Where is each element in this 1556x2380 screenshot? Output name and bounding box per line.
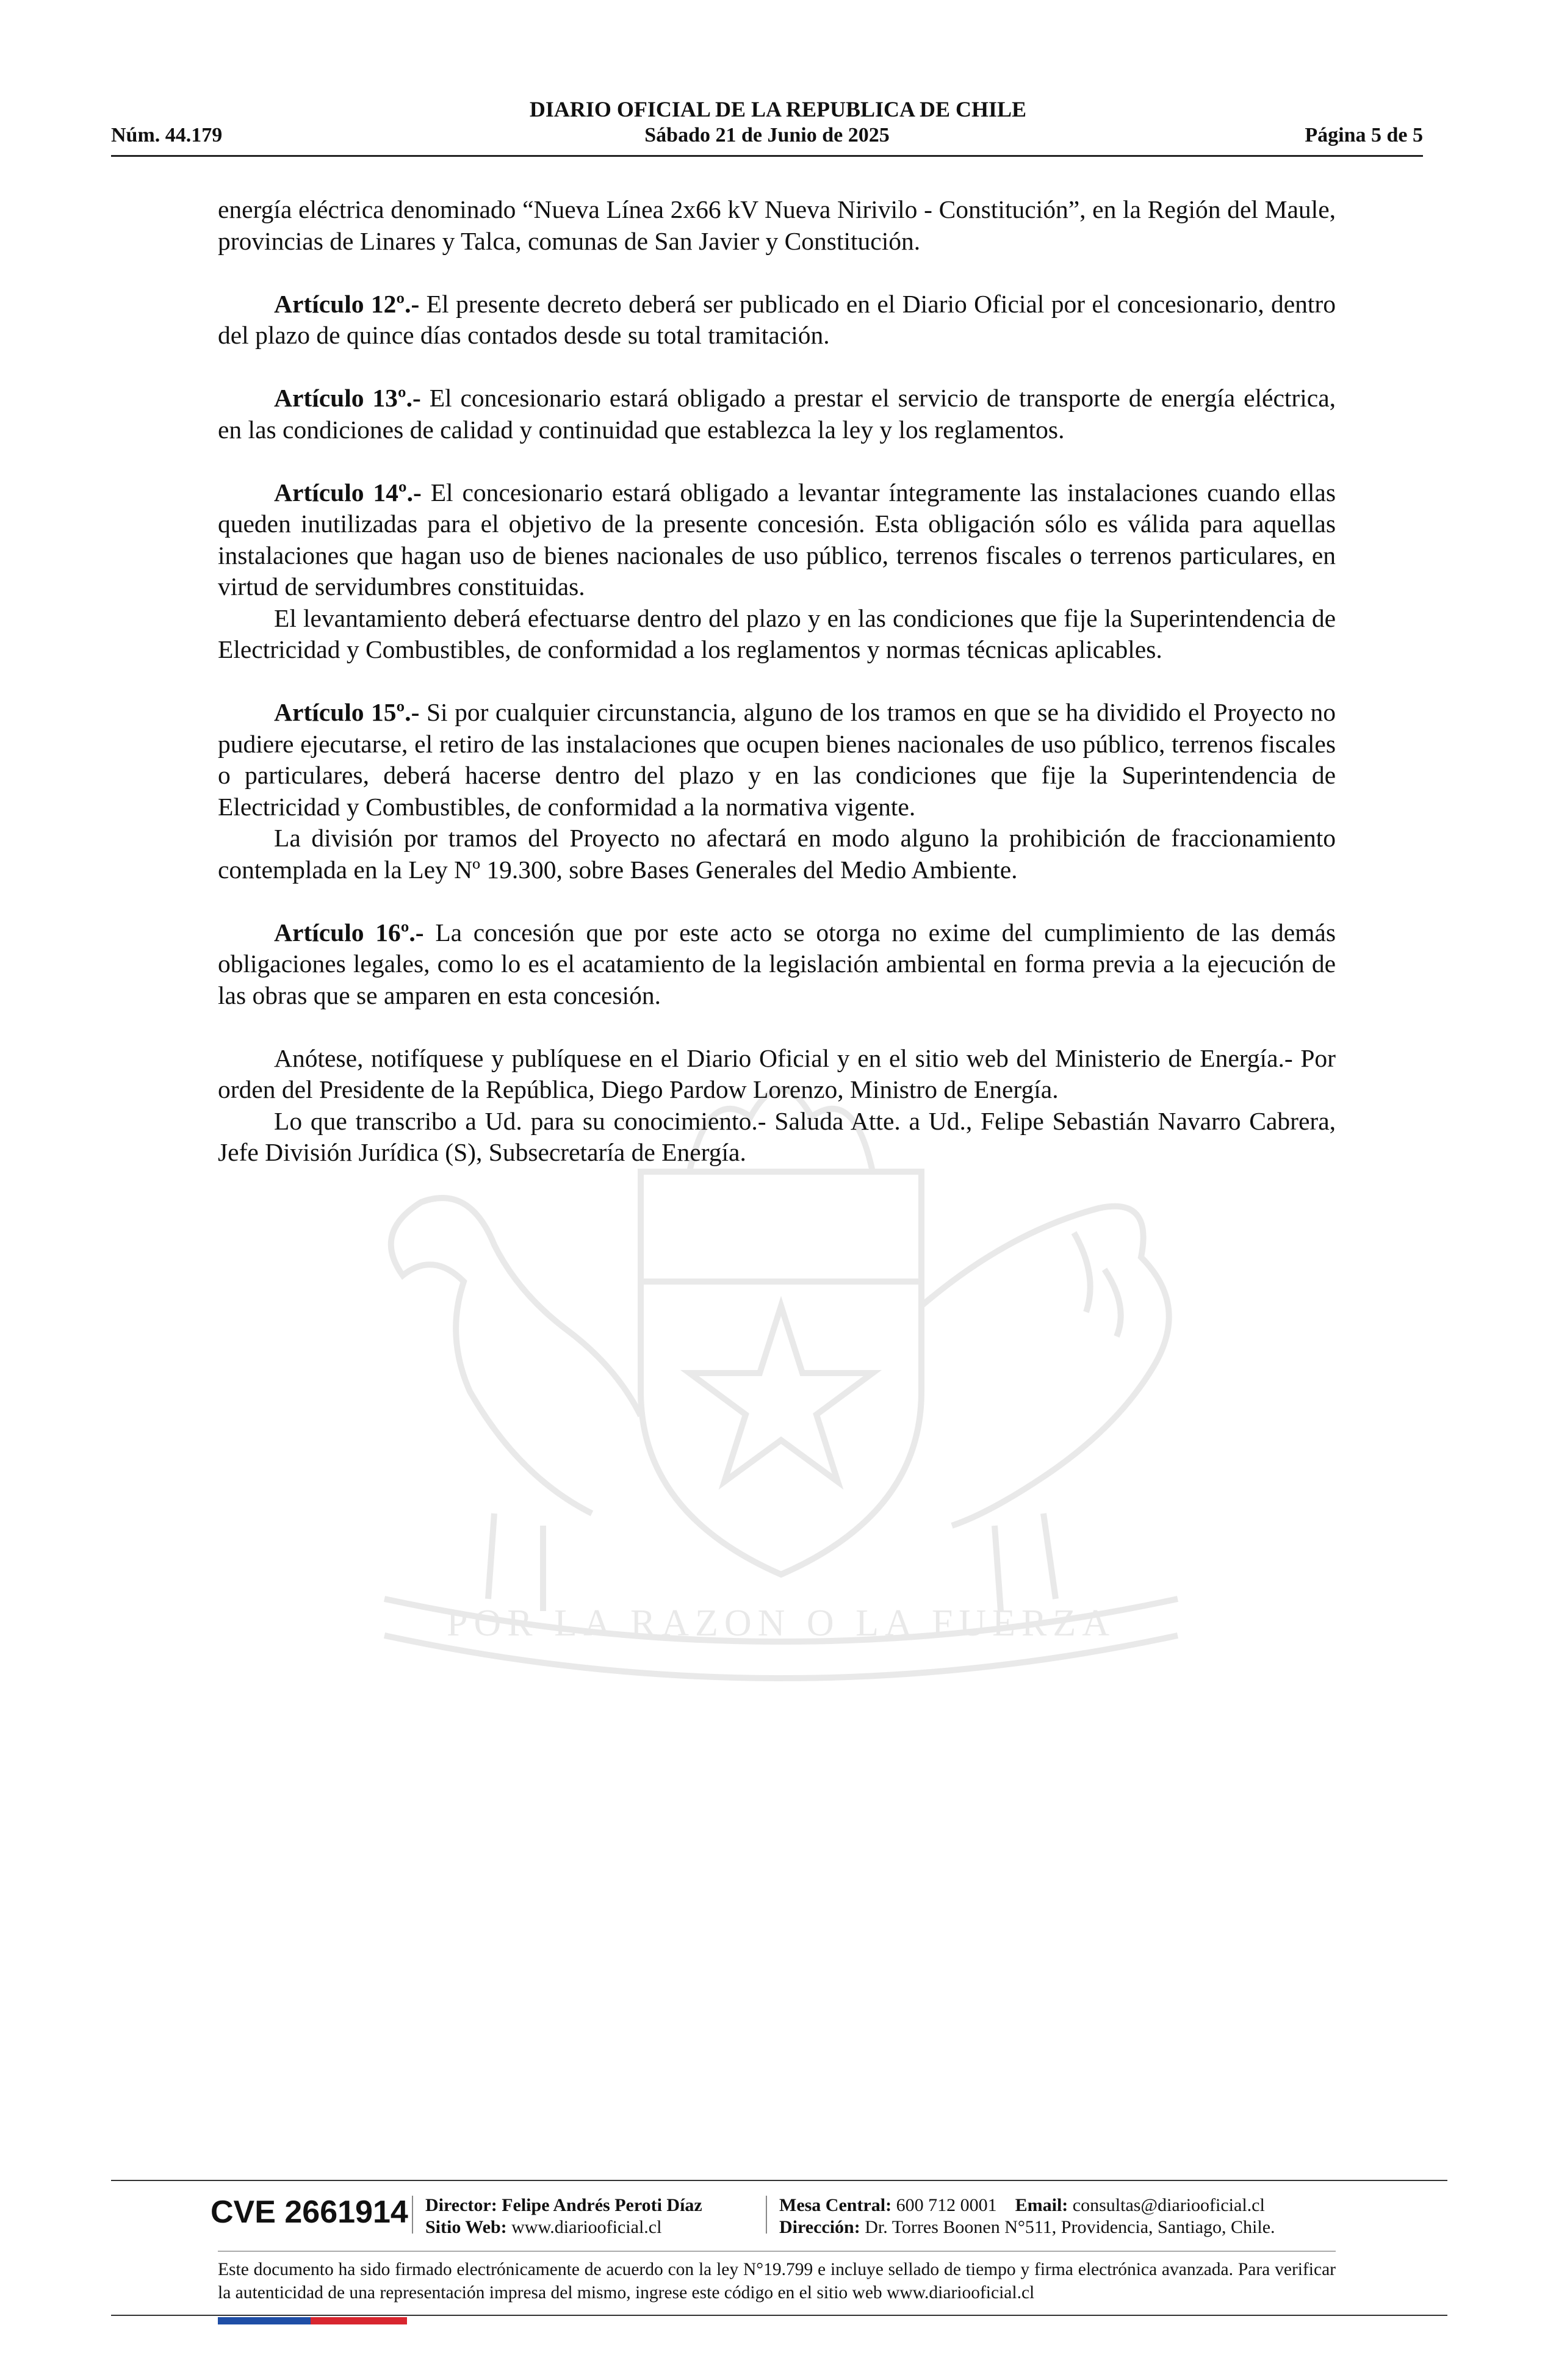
- article-15: [218, 697, 1336, 823]
- flag-stripe-blue: [218, 2317, 311, 2324]
- address-label: Dirección:: [779, 2217, 860, 2237]
- article-heading: Artículo 12º.-: [274, 289, 420, 318]
- article-text: El presente decreto deberá ser publicado en el Diario Oficial por el concesionario, dentro del plazo de quince días contados desde su total tramitación.: [218, 289, 1336, 349]
- signature-paragraph: Lo que transcribo a Ud. para su conocimiento.- Saluda Atte. a Ud., Felipe Sebastián Navarro Cabrera, Jefe División Jurídica (S), Subsecretaría de Energía.: [218, 1106, 1336, 1166]
- footer-separator: [412, 2196, 413, 2234]
- article-text: La concesión que por este acto se otorga no exime del cumplimiento de las demás obligaciones legales, como lo es el acatamiento de la legislación ambiental en forma previa a la ejecución de las obras que se amparen en esta concesión.: [218, 918, 1336, 1009]
- footer-top-divider: [111, 2180, 1447, 2181]
- article-heading: Artículo 13º.-: [274, 384, 421, 412]
- article-15-continuation: La división por tramos del Proyecto no afectará en modo alguno la prohibición de fraccionamiento contemplada en la Ley Nº 19.300, sobre Bases Generales del Medio Ambiente.: [218, 824, 1336, 884]
- article-heading: Artículo 15º.-: [274, 698, 420, 726]
- mesa-phone: 600 712 0001: [896, 2195, 997, 2215]
- article-14: [218, 477, 1336, 603]
- signature-note: Este documento ha sido firmado electrónicamente de acuerdo con la ley N°19.799 e incluye sellado de tiempo y firma electrónica avanzada. Para verificar la autenticidad de una representación impresa del mismo, ingrese este código en el sitio web www.diariooficial.cl: [218, 2260, 1336, 2302]
- document-body: [218, 194, 1336, 1169]
- newspaper-title: DIARIO OFICIAL DE LA REPUBLICA DE CHILE: [529, 97, 1027, 121]
- huemul-figure: [391, 1198, 641, 1513]
- footer-separator: [766, 2196, 767, 2234]
- condor-figure: [921, 1206, 1169, 1526]
- footer-mid-divider: [218, 2251, 1336, 2252]
- issue-number: Núm. 44.179: [111, 124, 223, 146]
- footer-director-block: [425, 2194, 702, 2238]
- flag-stripe-red: [311, 2317, 407, 2324]
- intro-paragraph: energía eléctrica denominado “Nueva Línea 2x66 kV Nueva Nirivilo - Constitución”, en la Región del Maule, provincias de Linares y Talca, comunas de San Javier y Constitución.: [218, 195, 1336, 255]
- footer-contact-block: [779, 2194, 1275, 2238]
- article-13: [218, 383, 1336, 445]
- closing-paragraph: Anótese, notifíquese y publíquese en el Diario Oficial y en el sitio web del Ministerio de Energía.- Por orden del Presidente de la República, Diego Pardow Lorenzo, Ministro de Energía.: [218, 1044, 1336, 1103]
- star-shape: [690, 1306, 873, 1482]
- issue-date: Sábado 21 de Junio de 2025: [644, 124, 890, 146]
- site-link[interactable]: www.diariooficial.cl: [511, 2217, 662, 2237]
- article-16: [218, 917, 1336, 1012]
- email-link[interactable]: consultas@diariooficial.cl: [1072, 2195, 1265, 2215]
- header-divider: [111, 155, 1423, 157]
- email-label: Email:: [1015, 2195, 1068, 2215]
- article-14-continuation: El levantamiento deberá efectuarse dentro del plazo y en las condiciones que fije la Superintendencia de Electricidad y Combustibles, de conformidad a los reglamentos y normas técnicas aplicables.: [218, 604, 1336, 663]
- director-label: Director: Felipe Andrés Peroti Díaz: [425, 2195, 702, 2215]
- mesa-label: Mesa Central:: [779, 2195, 892, 2215]
- motto-text: POR LA RAZON O LA FUERZA: [446, 1603, 1116, 1644]
- page-indicator: Página 5 de 5: [1305, 124, 1423, 146]
- article-heading: Artículo 16º.-: [274, 918, 424, 947]
- shield-shape: [641, 1172, 921, 1574]
- article-heading: Artículo 14º.-: [274, 478, 422, 507]
- article-text: El concesionario estará obligado a levantar íntegramente las instalaciones cuando ellas queden inutilizadas para el objetivo de la presente concesión. Esta obligación sólo es válida para aquellas instalaciones que hagan uso de bienes nacionales de uso público, terrenos fiscales o terrenos particulares, en virtud de servidumbres constituidas.: [218, 478, 1336, 600]
- article-12: [218, 289, 1336, 352]
- article-text: Si por cualquier circunstancia, alguno de los tramos en que se ha dividido el Proyecto no pudiere ejecutarse, el retiro de las instalaciones que ocupen bienes nacionales de uso público, terrenos fiscales o particulares, deberá hacerse dentro del plazo y en las condiciones que fije la Superintendencia de Electricidad y Combustibles, de conformidad a la normativa vigente.: [218, 698, 1336, 821]
- article-text: El concesionario estará obligado a prestar el servicio de transporte de energía eléctrica, en las condiciones de calidad y continuidad que establezca la ley y los reglamentos.: [218, 384, 1336, 444]
- cve-code: CVE 2661914: [211, 2194, 408, 2230]
- site-label: Sitio Web:: [425, 2217, 507, 2237]
- footer-bottom-divider: [111, 2315, 1447, 2316]
- address-value: Dr. Torres Boonen N°511, Providencia, Santiago, Chile.: [865, 2217, 1275, 2237]
